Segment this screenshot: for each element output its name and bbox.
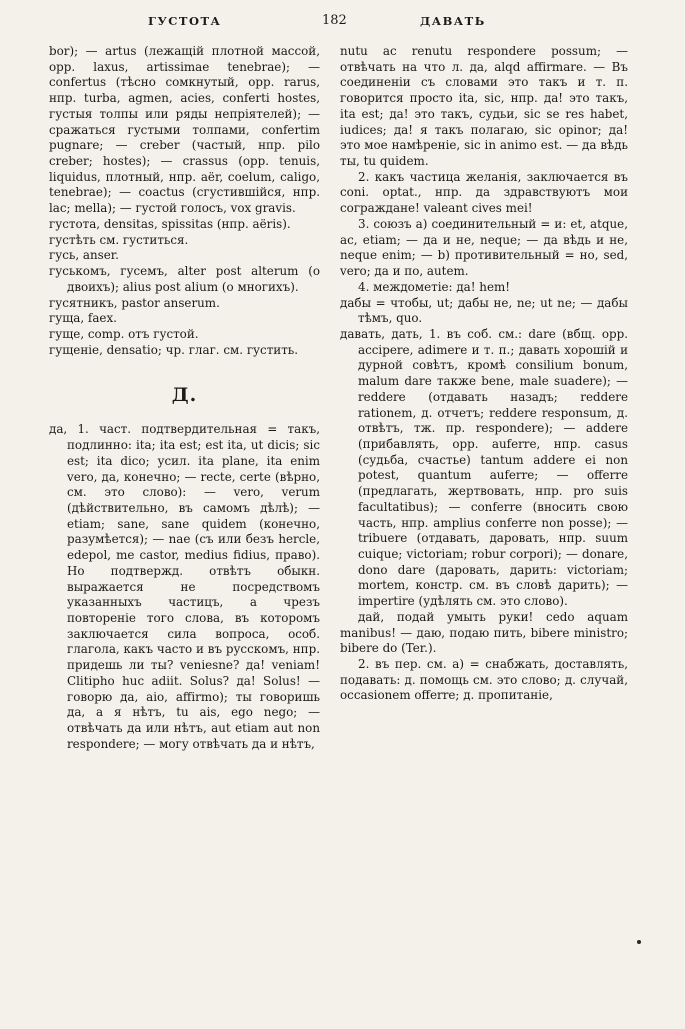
dictionary-entry: гущеніе, densatio; чр. глаг. см. густить. [49, 342, 299, 357]
dictionary-subsense: 2. какъ частица желанія, заключается въ coni. optat., нпр. да здравствуютъ мои согражданe! valeant cives mei! [340, 169, 628, 216]
dictionary-entry: гусь, anser. [49, 248, 119, 263]
header-left-guideword: ГУСТОТА [148, 14, 222, 28]
dictionary-entry-continuation: nutu ac renutu respondere possum; — отвѣчать на что л. да, alqd affirmare. — Въ соединеніи съ словами это такъ и т. п. говорится просто ita, sic, нпр. да! это такъ, ita est; да! это такъ, судьи, sic se res habet, iudices; да! я такъ полагаю, sic opinor; да! это мое намѣреніе, sic in animo est. — да вѣдь ты, tu quidem. [340, 44, 628, 169]
dictionary-entry: гусятникъ, pastor anserum. [49, 295, 220, 310]
dictionary-subsense: 2. въ пер. см. а) = снабжать, доставлять, подавать: д. помощь см. это слово; д. случай, occasionem offerre; д. пропитаніе, [340, 657, 628, 703]
page-number: 182 [322, 13, 347, 28]
dictionary-subsense: дай, подай умыть руки! cedo aquam manibus! — даю, подаю пить, bibere ministro; bibere do (Ter.). [340, 609, 628, 656]
section-letter-heading: Д. [171, 384, 198, 407]
dictionary-entry: гуща, faex. [49, 311, 117, 326]
dictionary-entry: гуще, comp. отъ густой. [49, 326, 199, 341]
running-header [0, 14, 685, 36]
ink-speck [637, 940, 641, 944]
dictionary-entry: дабы = чтобы, ut; дабы не, ne; ut ne; — дабы тѣмъ, quo. [340, 295, 628, 326]
dictionary-entry-da: да, 1. част. подтвердительная = такъ, подлинно: ita; ita est; est ita, ut dicis; sic est; ita dico; усил. ita plane, ita enim vero, да, конечно; — recte, certe (вѣрно, см. это слово): — vero, verum (дѣйствительно, въ самомъ дѣлѣ); — etiam; sane, sane quidem (конечно, разумѣется); — nae (съ или безъ hercle, edepol, me castor, medius fidius, право). Но подтвержд. отвѣтъ обыкн. выражается не посредствомъ указанныхъ частицъ, а чрезъ повтореніе того слова, въ которомъ заключается сила вопроса, особ. глагола, какъ часто и въ русскомъ, нпр. придешь ли ты? veniesne? да! veniam! Clitipho huc adiit. Solus? да! Solus! — говорю да, aio, affirmo); ты говоришь да, а я нѣтъ, tu ais, ego nego; — отвѣчать да или нѣтъ, aut etiam aut non respondere; — могу отвѣчать да и нѣтъ, [49, 422, 320, 751]
right-column [340, 44, 628, 704]
left-column [49, 44, 320, 752]
dictionary-subsense: 3. союзъ а) соединительный = и: et, atque, ac, etiam; — да и не, neque; — да вѣдь и не, neque enim; — b) противительный = но, sed, vero; да и по, autem. [340, 216, 628, 279]
header-right-guideword: ДАВАТЬ [420, 14, 486, 28]
dictionary-entry: гуськомъ, гусемъ, alter post alterum (о двоихъ); alius post alium (о многихъ). [49, 264, 320, 294]
dictionary-entry: давать, дать, 1. въ соб. см.: dare (вбщ. opp. accipere, adimere и т. п.; давать хорошій и дурной совѣтъ, кромѣ consilium bonum, malum dare также bene, male suadere); — reddere (отдавать назадъ; reddere rationem, д. отчетъ; reddere responsum, д. отвѣтъ, тж. пр. respondere); — addere (прибавлять, opp. auferre, нпр. casus (судьба, счастье) tantum addere ei non potest, quantum auferre; — offerre (предлагать, жертвовать, нпр. pro suis facultatibus); — conferre (вносить свою часть, нпр. amplius conferre non posse); — tribuere (отдавать, даровать, нпр. suum cuique; victoriam; robur corpori); — donare, dono dare (даровать, дарить: victoriam; mortem, констр. см. въ словѣ дарить); — impertire (удѣлять см. это слово). [340, 326, 628, 609]
dictionary-subsense: 4. междометіе: да! hem! [358, 279, 511, 294]
dictionary-entry: густѣть см. густиться. [49, 232, 189, 247]
dictionary-entry-continuation: bor); — artus (лежащій плотной массой, opp. laxus, artissimae tenebrae); — confertus (тѣсно сомкнутый, opp. rarus, нпр. turba, agmen, acies, conferti hostes, густыя толпы или ряды непріятелей); — сражаться густыми толпами, confertim pugnare; — creber (частый, нпр. pilo creber; hostes); — crassus (opp. tenuis, liquidus, плотный, нпр. aër, coelum, caligo, tenebrae); — coactus (сгустившійся, нпр. lac; mella); — густой голосъ, vox gravis. [49, 44, 320, 216]
dictionary-entry: густота, densitas, spissitas (нпр. aëris). [49, 216, 291, 231]
